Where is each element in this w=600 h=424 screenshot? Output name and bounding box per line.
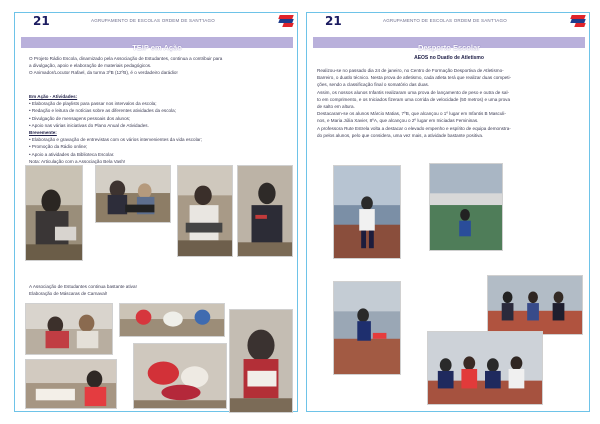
photo-masks-table <box>119 303 225 337</box>
activities-heading: Em Ação - Atividades: <box>29 94 78 99</box>
photo-running-track <box>429 163 503 251</box>
article-line: Assim, os nossos alunos Infantis realizaram uma prova de lançamento de peso e outra de sal- <box>317 89 510 95</box>
page-header <box>15 13 297 29</box>
soon-item: • Elaboração e gravação de entrevistas com os vários intervenientes da vida escolar; <box>29 137 202 143</box>
soon-heading: Brevemente: <box>29 130 57 136</box>
footer-text <box>29 283 291 297</box>
page-number: 21 <box>33 14 50 28</box>
photo-carnival-mask <box>229 309 293 413</box>
photo-long-jump <box>333 281 401 375</box>
article-line: to em comprimento, e os Iniciados fizeram uma corrida de velocidade (50 metros) e uma prova <box>317 96 511 102</box>
intro-line: O Animador/Locutor Rafael, da turma 3ºB (12ºB), é o verdadeiro darádio! <box>29 70 178 76</box>
page-header <box>307 13 589 29</box>
photo-shot-put <box>333 165 401 259</box>
activity-item: • Apoio nas várias iniciativas do Plano Anual de Atividades. <box>29 122 149 128</box>
photo-masks-making <box>25 303 113 355</box>
intro-text <box>29 55 291 77</box>
photo-team-group <box>427 331 543 405</box>
page-number: 21 <box>325 14 342 28</box>
activity-item: • Divulgação de mensagens pessoais dos alunos; <box>29 115 131 121</box>
soon-item: • Promoção da Rádio online; <box>29 144 88 150</box>
footer-line: A Associação de Estudantes continua bastante ativa! <box>29 284 137 289</box>
article-line: A professora Rute Estrela volta a destacar o elevado empenho e espírito de equipa demonstra- <box>317 125 511 131</box>
section-title-bar <box>21 37 293 52</box>
activity-item: • Elaboração de playlists para passar nos intervalos da escola; <box>29 101 157 107</box>
activity-item: • Redação e leitura de notícias sobre as diferentes atividades da escola; <box>29 108 176 114</box>
section-title-bar <box>313 37 585 52</box>
header-school-name: AGRUPAMENTO DE ESCOLAS ORDEM DE SANT'IAGO <box>383 18 507 23</box>
right-page <box>306 12 590 412</box>
photo-student-laptop <box>177 165 233 257</box>
photo-students-radio <box>25 165 83 261</box>
photo-sprint-race <box>487 275 583 335</box>
article-line: do pelos alunos, pelo que considera, uma vez mais, a atividade bastante positiva. <box>317 132 484 138</box>
activities-block <box>29 93 291 165</box>
footer-line: Elaboração de Máscaras de Carnaval! <box>29 291 108 297</box>
article-line: Realizou-se no passado dia 24 de janeiro, no Centro de Formação Desportiva de Atletismo- <box>317 68 504 73</box>
photo-red-masks <box>133 343 227 409</box>
article-line: nos, e Maria Júlia Xavier, 8ºA, que alcançou o 2º lugar em Iniciadas Femininas. <box>317 118 479 124</box>
photo-radio-studio <box>95 165 171 223</box>
left-page <box>14 12 298 412</box>
article-body <box>317 67 583 139</box>
intro-line: a divulgação, apoio e elaboração de materiais pedagógicos. <box>29 63 152 69</box>
school-logo-icon <box>571 15 585 26</box>
article-line: Destacaram-se os alunos Márcio Matias, 7ºB, que alcançou o 1º lugar em Infantis B Masculi- <box>317 111 506 117</box>
photo-student-microphone <box>237 165 293 257</box>
intro-line: O Projeto Rádio Escola, dinamizado pela Associação de Estudantes, continua a contribuir para <box>29 56 223 61</box>
school-logo-icon <box>279 15 293 26</box>
article-line: ções, sendo a classificação final o somatório das duas. <box>317 82 430 88</box>
article-line: de salto em altura. <box>317 104 355 110</box>
article-line: Barreiro, o duatlo técnico. Nesta prova de atletismo, cada atleta terá que realizar duas competi- <box>317 75 512 81</box>
section-title: Desporto Escolar <box>417 43 481 52</box>
soon-note: Nota: Articulação com a Associação Bela Vash! <box>29 158 126 164</box>
section-title: TEIP em Ação <box>132 43 182 52</box>
photo-student-painting <box>25 359 117 409</box>
soon-item: • Apoio a atividades da Biblioteca Escolar. <box>29 151 115 157</box>
article-subtitle: AEOS no Duatlo de Atletismo <box>414 55 484 61</box>
header-school-name: AGRUPAMENTO DE ESCOLAS ORDEM DE SANT'IAGO <box>91 18 215 23</box>
